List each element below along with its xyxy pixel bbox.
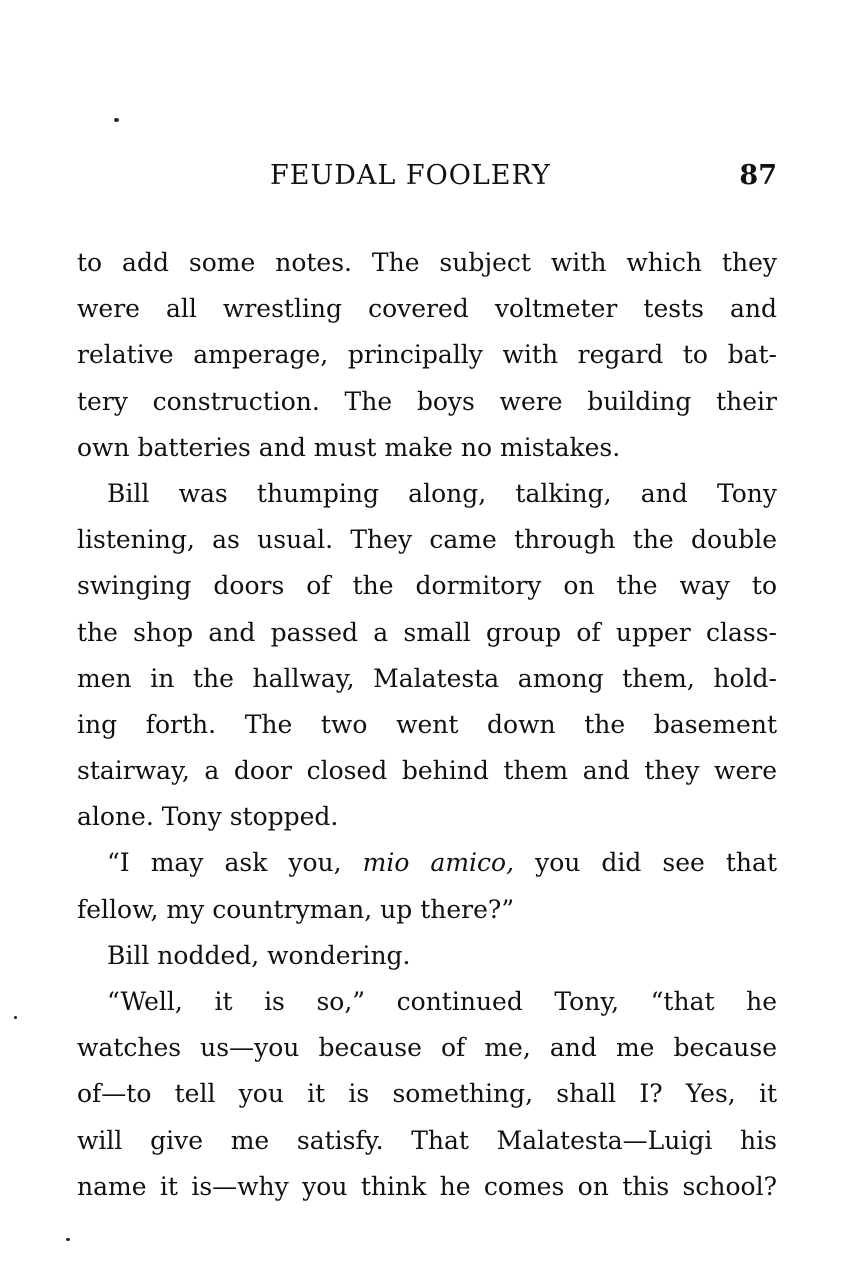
- ink-speck: [114, 118, 119, 122]
- ink-speck: [66, 1238, 70, 1241]
- text-line: swinging doors of the dormitory on the way to: [77, 571, 777, 601]
- text-line: relative amperage, principally with regard to bat-: [77, 340, 777, 370]
- text-line: stairway, a door closed behind them and they were: [77, 756, 777, 786]
- text-line: the shop and passed a small group of upper class-: [77, 617, 777, 647]
- text-line: of—to tell you it is something, shall I? Yes, it: [77, 1079, 777, 1109]
- text-line: name it is—why you think he comes on this school?: [77, 1171, 777, 1201]
- running-title: FEUDAL FOOLERY: [270, 160, 551, 191]
- text-line: ing forth. The two went down the basement: [77, 709, 777, 739]
- text-line: tery construction. The boys were building their: [77, 386, 777, 416]
- text-line: alone. Tony stopped.: [77, 802, 339, 832]
- body-text: [77, 240, 777, 1210]
- text-line: “I may ask you, mio amico, you did see that: [107, 848, 777, 878]
- page-header: [77, 160, 777, 200]
- text-line: fellow, my countryman, up there?”: [77, 894, 515, 924]
- text-line: will give me satisfy. That Malatesta—Luigi his: [77, 1125, 777, 1155]
- text-line: Bill was thumping along, talking, and Tony: [107, 478, 777, 508]
- page-number: 87: [739, 160, 777, 191]
- text-line: were all wrestling covered voltmeter tests and: [77, 294, 777, 324]
- text-line: own batteries and must make no mistakes.: [77, 432, 621, 462]
- ink-speck: [14, 1016, 17, 1019]
- text-line: Bill nodded, wondering.: [107, 940, 411, 970]
- text-line: to add some notes. The subject with which they: [77, 248, 777, 277]
- text-line: men in the hallway, Malatesta among them, hold-: [77, 663, 777, 693]
- text-line: “Well, it is so,” continued Tony, “that he: [107, 987, 777, 1016]
- text-line: watches us—you because of me, and me because: [77, 1033, 777, 1063]
- text-line: listening, as usual. They came through the double: [77, 525, 777, 555]
